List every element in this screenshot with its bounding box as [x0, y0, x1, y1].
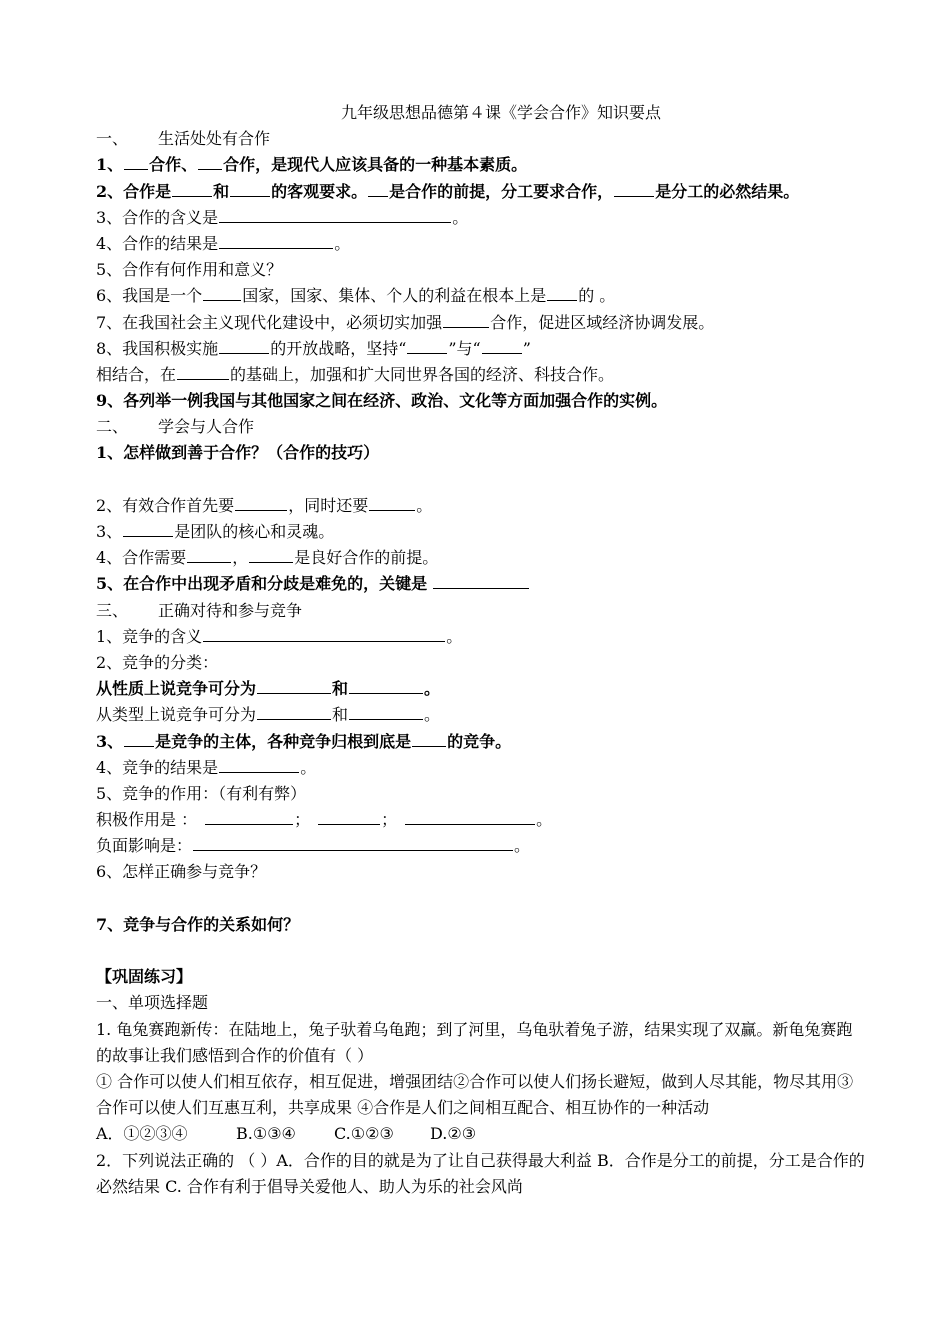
choice-b[interactable]: B.①③④	[236, 1124, 296, 1144]
blank[interactable]	[203, 624, 445, 642]
blank[interactable]	[368, 179, 388, 197]
blank[interactable]	[203, 283, 241, 301]
question-1-choices	[96, 1121, 866, 1147]
blank[interactable]	[124, 152, 148, 170]
blank[interactable]	[349, 702, 423, 720]
answer-space	[96, 938, 866, 964]
s3-item-5b: 负面影响是： 。	[96, 833, 866, 859]
section-2-heading: 二、 学会与人合作	[96, 417, 255, 437]
blank[interactable]	[257, 676, 331, 694]
section-3-heading: 三、 正确对待和参与竞争	[96, 600, 303, 620]
blank[interactable]	[230, 179, 270, 197]
blank[interactable]	[547, 283, 577, 301]
s1-item-4: 4、合作的结果是 。	[96, 231, 866, 257]
s2-item-3: 3、 是团队的核心和灵魂。	[96, 519, 866, 545]
s3-item-5a: 积极作用是 ： ； ； 。	[96, 807, 866, 833]
blank[interactable]	[369, 493, 415, 511]
s1-item-5: 5、合作有何作用和意义？	[96, 260, 283, 280]
choice-a[interactable]: A．①②③④	[96, 1124, 188, 1144]
blank[interactable]	[219, 205, 451, 223]
s3-item-2: 2、竞争的分类：	[96, 652, 219, 672]
blank[interactable]	[219, 231, 333, 249]
blank[interactable]	[405, 807, 535, 825]
blank[interactable]	[433, 571, 529, 589]
doc-title: 九年级思想品德第４课《学会合作》知识要点	[340, 103, 661, 122]
blank[interactable]	[482, 336, 522, 354]
section-1-heading: 一、 生活处处有合作	[96, 129, 271, 149]
blank[interactable]	[193, 833, 513, 851]
s2-item-2: 2、有效合作首先要 ，同时还要 。	[96, 493, 866, 519]
blank[interactable]	[219, 336, 269, 354]
blank[interactable]	[198, 152, 222, 170]
document-page	[96, 100, 866, 1200]
s2-item-5: 5、在合作中出现矛盾和分歧是难免的，关键是	[96, 571, 866, 597]
blank[interactable]	[177, 362, 229, 380]
blank[interactable]	[412, 729, 446, 747]
s3-item-2b: 从类型上说竞争可分为 和 。	[96, 702, 866, 728]
s1-item-3: 3、合作的含义是 。	[96, 205, 866, 231]
s1-item-8: 8、我国积极实施 的开放战略，坚持“ ”与“ ”	[96, 336, 866, 362]
blank[interactable]	[443, 310, 489, 328]
question-1: 1. 龟兔赛跑新传：在陆地上，兔子驮着乌龟跑；到了河里，乌龟驮着兔子游，结果实现了双赢。新龟兔赛跑的故事让我们感悟到合作的价值有（ ）	[96, 1019, 853, 1065]
s3-item-1: 1、竞争的含义 。	[96, 624, 866, 650]
blank[interactable]	[318, 807, 380, 825]
practice-heading: 【巩固练习】	[96, 967, 193, 987]
s3-item-4: 4、竞争的结果是 。	[96, 755, 866, 781]
choice-c[interactable]: C.①②③	[334, 1124, 394, 1144]
practice-subheading: 一、单项选择题	[96, 993, 209, 1013]
s3-item-3: 3、 是竞争的主体，各种竞争归根到底是 的竞争。	[96, 729, 866, 755]
s3-item-7: 7、竞争与合作的关系如何？	[96, 914, 300, 934]
s3-item-6: 6、怎样正确参与竞争？	[96, 862, 267, 882]
blank[interactable]	[614, 179, 654, 197]
s1-item-6: 6、我国是一个 国家，国家、集体、个人的利益在根本上是 的 。	[96, 283, 866, 309]
blank[interactable]	[124, 729, 154, 747]
blank[interactable]	[249, 545, 293, 563]
s1-item-2: 2、合作是 和 的客观要求。 是合作的前提，分工要求合作， 是分工的必然结果。	[96, 179, 866, 205]
s1-item-7: 7、在我国社会主义现代化建设中，必须切实加强 合作，促进区域经济协调发展。	[96, 310, 866, 336]
blank[interactable]	[407, 336, 447, 354]
s3-item-2a: 从性质上说竞争可分为 和 。	[96, 676, 866, 702]
blank[interactable]	[235, 493, 287, 511]
s2-item-4: 4、合作需要 ， 是良好合作的前提。	[96, 545, 866, 571]
blank[interactable]	[172, 179, 212, 197]
s1-item-8-cont: 相结合，在 的基础上，加强和扩大同世界各国的经济、科技合作。	[96, 362, 866, 388]
blank[interactable]	[187, 545, 231, 563]
blank[interactable]	[257, 702, 331, 720]
s1-item-1: 1、 合作、 合作，是现代人应该具备的一种基本素质。	[96, 152, 866, 178]
answer-space	[96, 467, 866, 493]
blank[interactable]	[349, 676, 423, 694]
question-2: 2．下列说法正确的 （ ）A．合作的目的就是为了让自己获得最大利益 B．合作是分工的前提，分工是合作的必然结果 C. 合作有利于倡导关爱他人、助人为乐的社会风尚	[96, 1150, 865, 1196]
s1-item-9: 9、各列举一例我国与其他国家之间在经济、政治、文化等方面加强合作的实例。	[96, 391, 668, 411]
choice-d[interactable]: D.②③	[430, 1124, 477, 1144]
blank[interactable]	[219, 755, 299, 773]
blank[interactable]	[205, 807, 293, 825]
answer-space	[96, 886, 866, 912]
s2-item-1: 1、怎样做到善于合作？（合作的技巧）	[96, 443, 380, 463]
blank[interactable]	[123, 519, 173, 537]
question-1-options: ① 合作可以使人们相互依存，相互促进，增强团结②合作可以使人们扬长避短，做到人尽其能，物尽其用③合作可以使人们互惠互利，共享成果 ④合作是人们之间相互配合、相互协作的一种活动	[96, 1071, 854, 1118]
s3-item-5: 5、竞争的作用：（有利有弊）	[96, 783, 307, 803]
